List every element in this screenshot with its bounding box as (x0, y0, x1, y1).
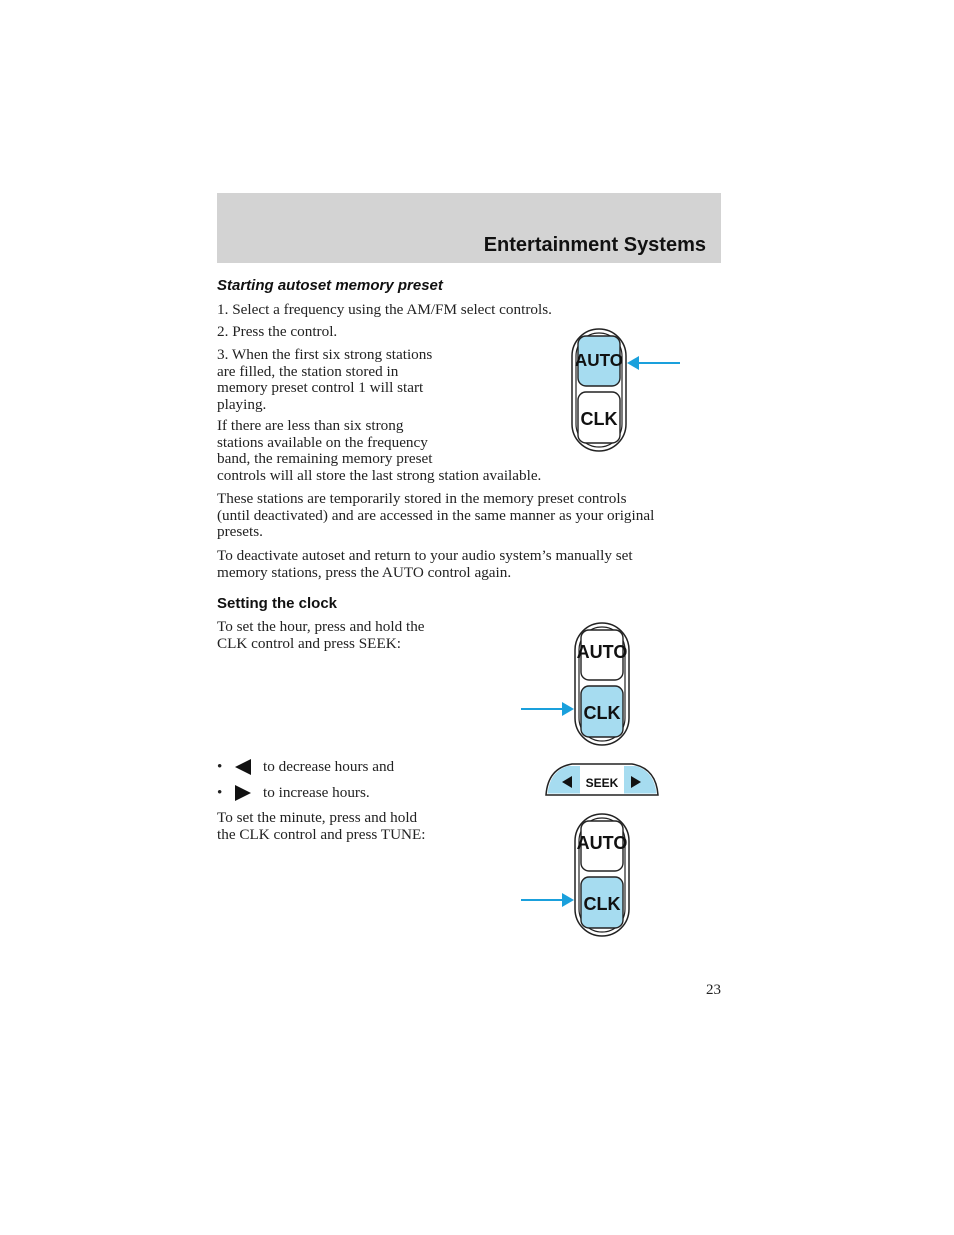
autoset-deactivate-line: memory stations, press the AUTO control again. (217, 563, 512, 581)
clock-minute-instructions (217, 810, 426, 843)
right-triangle-icon (231, 784, 257, 802)
autoset-step1: 1. Select a frequency using the AM/FM select controls. (217, 301, 552, 318)
autoset-deactivate (217, 548, 633, 581)
autoset-step3-line: memory preset control 1 will start (217, 379, 424, 396)
clock-heading: Setting the clock (217, 595, 338, 612)
autoset-deactivate-line: To deactivate autoset and return to your audio system’s manually set (217, 547, 633, 564)
autoset-step3-line: 3. When the first six strong stations (217, 346, 433, 363)
header-band (217, 193, 721, 263)
auto-label: AUTO (576, 642, 628, 662)
arrow-head-icon (562, 893, 574, 907)
clock-hour-instructions (217, 619, 425, 652)
autoset-temp-line: presets. (217, 523, 263, 540)
autoset-less-line: stations available on the frequency (217, 433, 428, 451)
autoset-heading: Starting autoset memory preset (217, 277, 443, 294)
arrow-head-icon (562, 702, 574, 716)
autoset-less-line: band, the remaining memory preset (217, 450, 433, 467)
clk-label: CLK (583, 894, 621, 914)
page-number: 23 (706, 982, 721, 998)
bullet-increase-text: to increase hours. (263, 784, 370, 801)
arrow-head-icon (627, 356, 639, 370)
clock-minute-line: the CLK control and press TUNE: (217, 825, 426, 843)
clock-hour-line: CLK control and press SEEK: (217, 634, 401, 652)
bullet-increase: • to increase hours. (217, 784, 370, 801)
autoset-step3 (217, 347, 432, 413)
auto-clk-control-figure-2 (518, 621, 638, 747)
autoset-less-line: If there are less than six strong (217, 417, 404, 434)
auto-label: AUTO (576, 833, 628, 853)
seek-control-figure (544, 762, 660, 798)
bullet-decrease-text: to decrease hours and (263, 758, 395, 775)
autoset-step3-line: playing. (217, 395, 267, 413)
clk-label: CLK (583, 703, 621, 723)
autoset-less-line: controls will all store the last strong station available. (217, 466, 542, 484)
auto-clk-control-figure-3 (518, 812, 638, 938)
clock-minute-line: To set the minute, press and hold (217, 809, 418, 826)
autoset-temp-line: (until deactivated) and are accessed in the same manner as your original (217, 506, 655, 524)
seek-label: SEEK (585, 776, 619, 790)
section-title: Entertainment Systems (483, 234, 706, 256)
autoset-step3-line: are filled, the station stored in (217, 362, 399, 380)
left-triangle-icon (231, 758, 257, 776)
bullet-decrease: • to decrease hours and (217, 758, 395, 775)
autoset-step2: 2. Press the control. (217, 323, 338, 340)
autoset-temp-line: These stations are temporarily stored in the memory preset controls (217, 490, 627, 507)
auto-clk-control-figure-1 (565, 327, 685, 453)
autoset-less-stations (217, 418, 541, 484)
seek-right-segment (624, 766, 657, 794)
autoset-temporary (217, 491, 654, 541)
seek-left-segment (548, 766, 581, 794)
clk-label: CLK (580, 409, 618, 429)
clock-hour-line: To set the hour, press and hold the (217, 618, 425, 635)
auto-label: AUTO (574, 349, 624, 371)
